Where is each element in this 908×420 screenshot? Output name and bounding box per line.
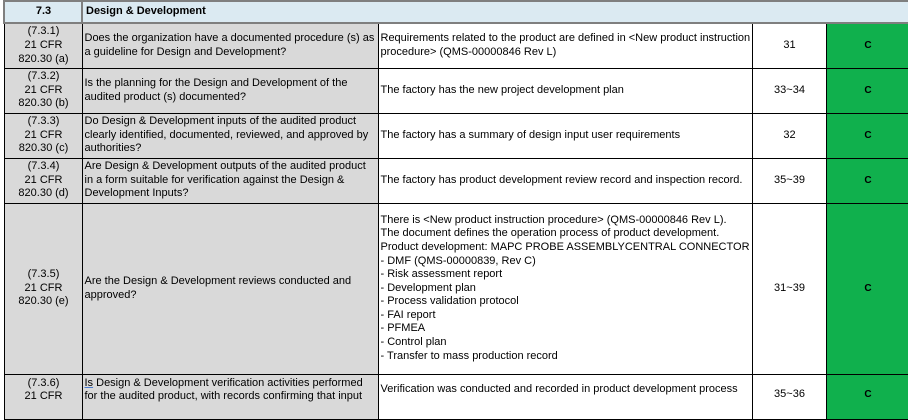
question-cell[interactable]: Does the organization have a documented procedure (s) as a guideline for Design and Development? <box>82 23 378 68</box>
pages-cell[interactable]: 35~39 <box>752 158 826 203</box>
ref-cfr: 21 CFR <box>24 83 63 96</box>
pages-cell[interactable]: 31~39 <box>752 203 826 374</box>
ref-section: 820.30 (a) <box>18 52 69 65</box>
evidence-line: Product development: MAPC PROBE ASSEMBLYCENTRAL CONNECTOR <box>380 240 750 253</box>
ref-clause: (7.3.4) <box>27 160 60 173</box>
evidence-line: - DMF (QMS-00000839, Rev C) <box>380 254 536 267</box>
ref-cfr: 21 CFR <box>24 173 63 186</box>
evidence-cell[interactable]: The factory has product development review record and inspection record. <box>378 158 752 203</box>
pages-cell[interactable]: 32 <box>752 113 826 158</box>
audit-checklist-table <box>3 0 908 420</box>
reference-cell[interactable] <box>4 158 82 203</box>
question-cell[interactable]: Are the Design & Development reviews conducted and approved? <box>82 203 378 374</box>
ref-section: 820.30 (c) <box>18 142 69 155</box>
evidence-line: - Control plan <box>380 336 447 349</box>
question-cell[interactable]: Do Design & Development inputs of the audited product clearly identified, documented, reviewed, and approved by authorities? <box>82 113 378 158</box>
section-title[interactable]: Design & Development <box>82 1 908 23</box>
evidence-cell[interactable] <box>378 203 752 374</box>
question-first-word: Is <box>84 376 94 389</box>
ref-section: 820.30 (d) <box>18 187 69 200</box>
ref-cfr: 21 CFR <box>24 128 63 141</box>
table-row <box>4 374 908 419</box>
pages-cell[interactable]: 31 <box>752 23 826 68</box>
evidence-line: - Development plan <box>380 281 476 294</box>
ref-clause: (7.3.3) <box>27 115 60 128</box>
table-row <box>4 113 908 158</box>
section-header-row <box>4 1 908 23</box>
ref-clause: (7.3.1) <box>27 25 60 38</box>
result-cell[interactable]: C <box>826 68 908 113</box>
evidence-cell[interactable]: Verification was conducted and recorded in product development process <box>378 374 752 419</box>
evidence-line: The document defines the operation process of product development. <box>380 227 720 240</box>
table-row <box>4 68 908 113</box>
ref-cfr: 21 CFR <box>24 38 63 51</box>
ref-clause: (7.3.5) <box>27 268 60 281</box>
reference-cell[interactable] <box>4 203 82 374</box>
table-row <box>4 203 908 374</box>
reference-cell[interactable] <box>4 68 82 113</box>
question-cell[interactable]: Is the planning for the Design and Development of the audited product (s) documented? <box>82 68 378 113</box>
table-row <box>4 23 908 68</box>
evidence-cell[interactable]: The factory has a summary of design input user requirements <box>378 113 752 158</box>
result-cell[interactable]: C <box>826 23 908 68</box>
ref-clause: (7.3.6) <box>27 376 60 389</box>
evidence-line: There is <New product instruction procedure> (QMS-00000846 Rev L). <box>380 213 727 226</box>
question-rest: Design & Development verification activities performed for the audited product, with records confirming that input <box>84 376 363 403</box>
table-row <box>4 158 908 203</box>
reference-cell[interactable] <box>4 23 82 68</box>
result-cell[interactable]: C <box>826 374 908 419</box>
evidence-line: - Risk assessment report <box>380 268 503 281</box>
reference-cell[interactable] <box>4 113 82 158</box>
pages-cell[interactable]: 35~36 <box>752 374 826 419</box>
evidence-cell[interactable]: Requirements related to the product are defined in <New product instruction procedure> (QMS-00000846 Rev L) <box>378 23 752 68</box>
result-cell[interactable]: C <box>826 158 908 203</box>
ref-clause: (7.3.2) <box>27 70 60 83</box>
ref-cfr: 21 CFR <box>24 281 63 294</box>
result-cell[interactable]: C <box>826 113 908 158</box>
reference-cell[interactable] <box>4 374 82 419</box>
pages-cell[interactable]: 33~34 <box>752 68 826 113</box>
evidence-line: - PFMEA <box>380 322 426 335</box>
ref-cfr: 21 CFR <box>24 390 63 403</box>
ref-section: 820.30 (e) <box>18 295 69 308</box>
result-cell[interactable]: C <box>826 203 908 374</box>
question-cell[interactable] <box>82 374 378 419</box>
evidence-line: - Transfer to mass production record <box>380 349 558 362</box>
evidence-cell[interactable]: The factory has the new project development plan <box>378 68 752 113</box>
question-cell[interactable]: Are Design & Development outputs of the audited product in a form suitable for verification against the Design & Development Inputs? <box>82 158 378 203</box>
ref-section: 820.30 (b) <box>18 97 69 110</box>
evidence-line: - FAI report <box>380 308 436 321</box>
section-number[interactable]: 7.3 <box>4 1 82 23</box>
evidence-line: - Process validation protocol <box>380 295 519 308</box>
